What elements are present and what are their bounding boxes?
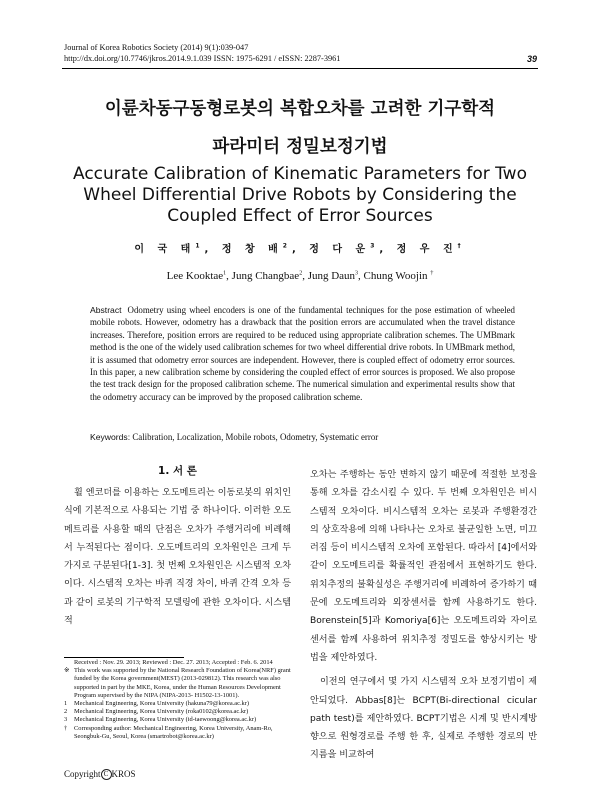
footnote-mark: 2 — [64, 708, 68, 716]
keywords-text: Calibration, Localization, Mobile robots, Odometry, Systematic error — [130, 432, 379, 442]
abstract — [90, 304, 515, 403]
footnote-item — [64, 708, 296, 716]
keywords-label: Keywords: — [90, 432, 131, 442]
footnote-text: Received : Nov. 29. 2013; Reviewed : Dec. 27. 2013; Accepted : Feb. 6. 2014 — [74, 659, 273, 666]
author-affiliation-mark: 2 — [299, 270, 303, 277]
footnote-text: Mechanical Engineering, Korea University (hakuna79@korea.ac.kr) — [74, 700, 249, 708]
author-name: Lee Kooktae — [166, 270, 224, 282]
body-paragraph: 오차는 주행하는 동안 변하지 않기 때문에 적절한 보정을 통해 오차를 감소시킬 수 있다. 두 번째 오차원인은 비시스템적 오차이다. 비시스템적 오차는 로봇과 주행환경간의 상호작용에 의해 나타나는 오차로 불균일한 노면, 미끄러짐 등이 비시스템적 오차에 포함된다. 따라서 [4]에서와 같이 오도메트리를 확률적인 관점에서 표현하기도 한다. 위치추정의 불확실성은 주행거리에 비례하여 증가하기 때문에 오도메트리와 외장센서를 함께 사용하기도 한다. Borenstein[5]과 Komoriya[6]는 오도메트리와 자이로 센서를 함께 사용하여 위치추정 정밀도를 향상시키는 방법을 제안하였다. — [310, 470, 537, 663]
section-heading: 1. 서 론 — [158, 465, 197, 477]
abstract-text: Odometry using wheel encoders is one of the fundamental techniques for the pose estimation of wheeled mobile robots. However, odometry has a drawback that the position errors are accumulated when the travel distance increases. Therefore, position errors are required to be reduced using appropriate calibration schemes. The UMBmark method is the one of the widely used calibration schemes for two wheel differential drive robots. In UMBmark method, it is assumed that odometry error sources are independent. However, there is coupled effect of odometry error sources. In this paper, a new calibration scheme by considering the coupled effect of error sources is proposed. We also propose the test track design for the proposed calibration scheme. The numerical simulation and experimental results show that the odometry accuracy can be improved by the proposed calibration scheme. — [90, 305, 515, 402]
footnote-item — [64, 716, 296, 724]
english-title-line1: Accurate Calibration of Kinematic Parameters for Two — [72, 164, 527, 184]
english-title-line2: Wheel Differential Drive Robots by Considering the — [83, 185, 517, 205]
body-column-left — [64, 462, 291, 630]
page-number: 39 — [526, 54, 537, 64]
english-author-list — [60, 270, 540, 282]
abstract-label: Abstract — [90, 305, 122, 315]
author-affiliation-mark: 1 — [195, 242, 205, 250]
author-name: Chung Woojin — [363, 270, 431, 282]
author-name: Jung Daun — [307, 270, 356, 282]
body-paragraph: 이전의 연구에서 몇 가지 시스템적 오차 보정기법이 제안되었다. Abbas[8]는 BCPT(Bi-directional cicular path test)를 제안하였다. BCPT기법은 시계 및 반시계방향으로 원형경로를 주행 한 후, 실제로 주행한 경로의 반지름을 비교하여 — [310, 677, 537, 761]
footnote-item — [64, 659, 296, 667]
author-name: Jung Changbae — [231, 270, 300, 282]
author-name: 정 우 진 — [396, 244, 458, 255]
author-separator: , — [302, 270, 308, 282]
copyright-icon: C — [101, 769, 112, 780]
author-separator: , — [204, 244, 222, 255]
author-affiliation-mark: 3 — [355, 270, 359, 277]
footnote-item — [64, 725, 296, 741]
copyright-prefix: Copyright — [64, 769, 101, 779]
korean-author-list — [60, 240, 540, 255]
journal-doi-issn: http://dx.doi.org/10.7746/jkros.2014.9.1.039 ISSN: 1975-6291 / eISSN: 2287-3961 — [64, 54, 341, 63]
author-name: 정 창 배 — [221, 244, 283, 255]
author-separator: , — [291, 244, 310, 255]
english-title — [60, 164, 540, 227]
journal-citation: Journal of Korea Robotics Society (2014) 9(1):039-047 — [64, 43, 249, 52]
header-rule — [62, 68, 538, 69]
footnote-mark — [64, 659, 74, 667]
footnote-item — [64, 700, 296, 708]
footnote-item — [64, 667, 296, 700]
footnote-mark: 1 — [64, 700, 68, 708]
author-name: 이 국 태 — [134, 244, 196, 255]
author-separator: , — [358, 270, 364, 282]
footnote-rule — [64, 657, 184, 658]
footnote-text: This work was supported by the National Research Foundation of Korea(NRF) grant funded by the Korea government(MEST) (2013-029812). This research was also supported in part by the MKE, Korea, under the Human Resources Development Program supervised by the NIPA (NIPA-2013- H1502-13-1001). — [74, 667, 291, 699]
author-affiliation-mark: † — [457, 242, 466, 250]
author-separator: , — [226, 270, 232, 282]
author-affiliation-mark: 3 — [370, 242, 380, 250]
author-affiliation-mark: 1 — [223, 270, 227, 277]
body-paragraph: 휠 엔코더를 이용하는 오도메트리는 이동로봇의 위치인식에 기본적으로 사용되는 기법 중 하나이다. 이러한 오도메트리를 사용할 때의 단점은 오차가 주행거리에 비례해서 누적된다는 점이다. 오도메트리의 오차원인은 크게 두가지로 구분된다[1-3]. 첫 번째 오차원인은 시스템적 오차이다. 시스템적 오차는 바퀴 직경 차이, 바퀴 간격 오차 등과 같이 로봇의 기구학적 모델링에 관한 오차이다. 시스템적 — [64, 488, 291, 627]
copyright-holder: KROS — [111, 769, 136, 779]
footnote-mark: ※ — [64, 667, 70, 675]
footnotes — [64, 659, 296, 741]
footnote-text: Mechanical Engineering, Korea University (id-taewoong@korea.ac.kr) — [74, 716, 257, 724]
footnote-mark: 3 — [64, 716, 68, 724]
author-separator: , — [379, 244, 397, 255]
author-affiliation-mark: † — [430, 270, 434, 277]
keywords — [90, 432, 515, 442]
english-title-line3: Coupled Effect of Error Sources — [167, 206, 433, 226]
author-name: 정 다 운 — [309, 244, 371, 255]
author-affiliation-mark: 2 — [282, 242, 292, 250]
journal-header — [64, 42, 484, 64]
footnote-text: Mechanical Engineering, Korea University (roka0102@korea.ac.kr) — [74, 708, 249, 716]
footnote-mark: † — [64, 724, 68, 732]
body-column-right — [310, 466, 537, 765]
korean-title — [60, 90, 540, 166]
footnote-text: Corresponding author: Mechanical Engineering, Korea University, Anam-Ro, Seongbuk-Gu, Seoul, Korea (smartrobot@korea.ac.kr) — [74, 724, 273, 740]
korean-title-line1: 이륜차동구동형로봇의 복합오차를 고려한 기구학적 — [104, 99, 496, 119]
korean-title-line2: 파라미터 정밀보정기법 — [212, 137, 388, 157]
copyright-notice — [64, 769, 136, 780]
